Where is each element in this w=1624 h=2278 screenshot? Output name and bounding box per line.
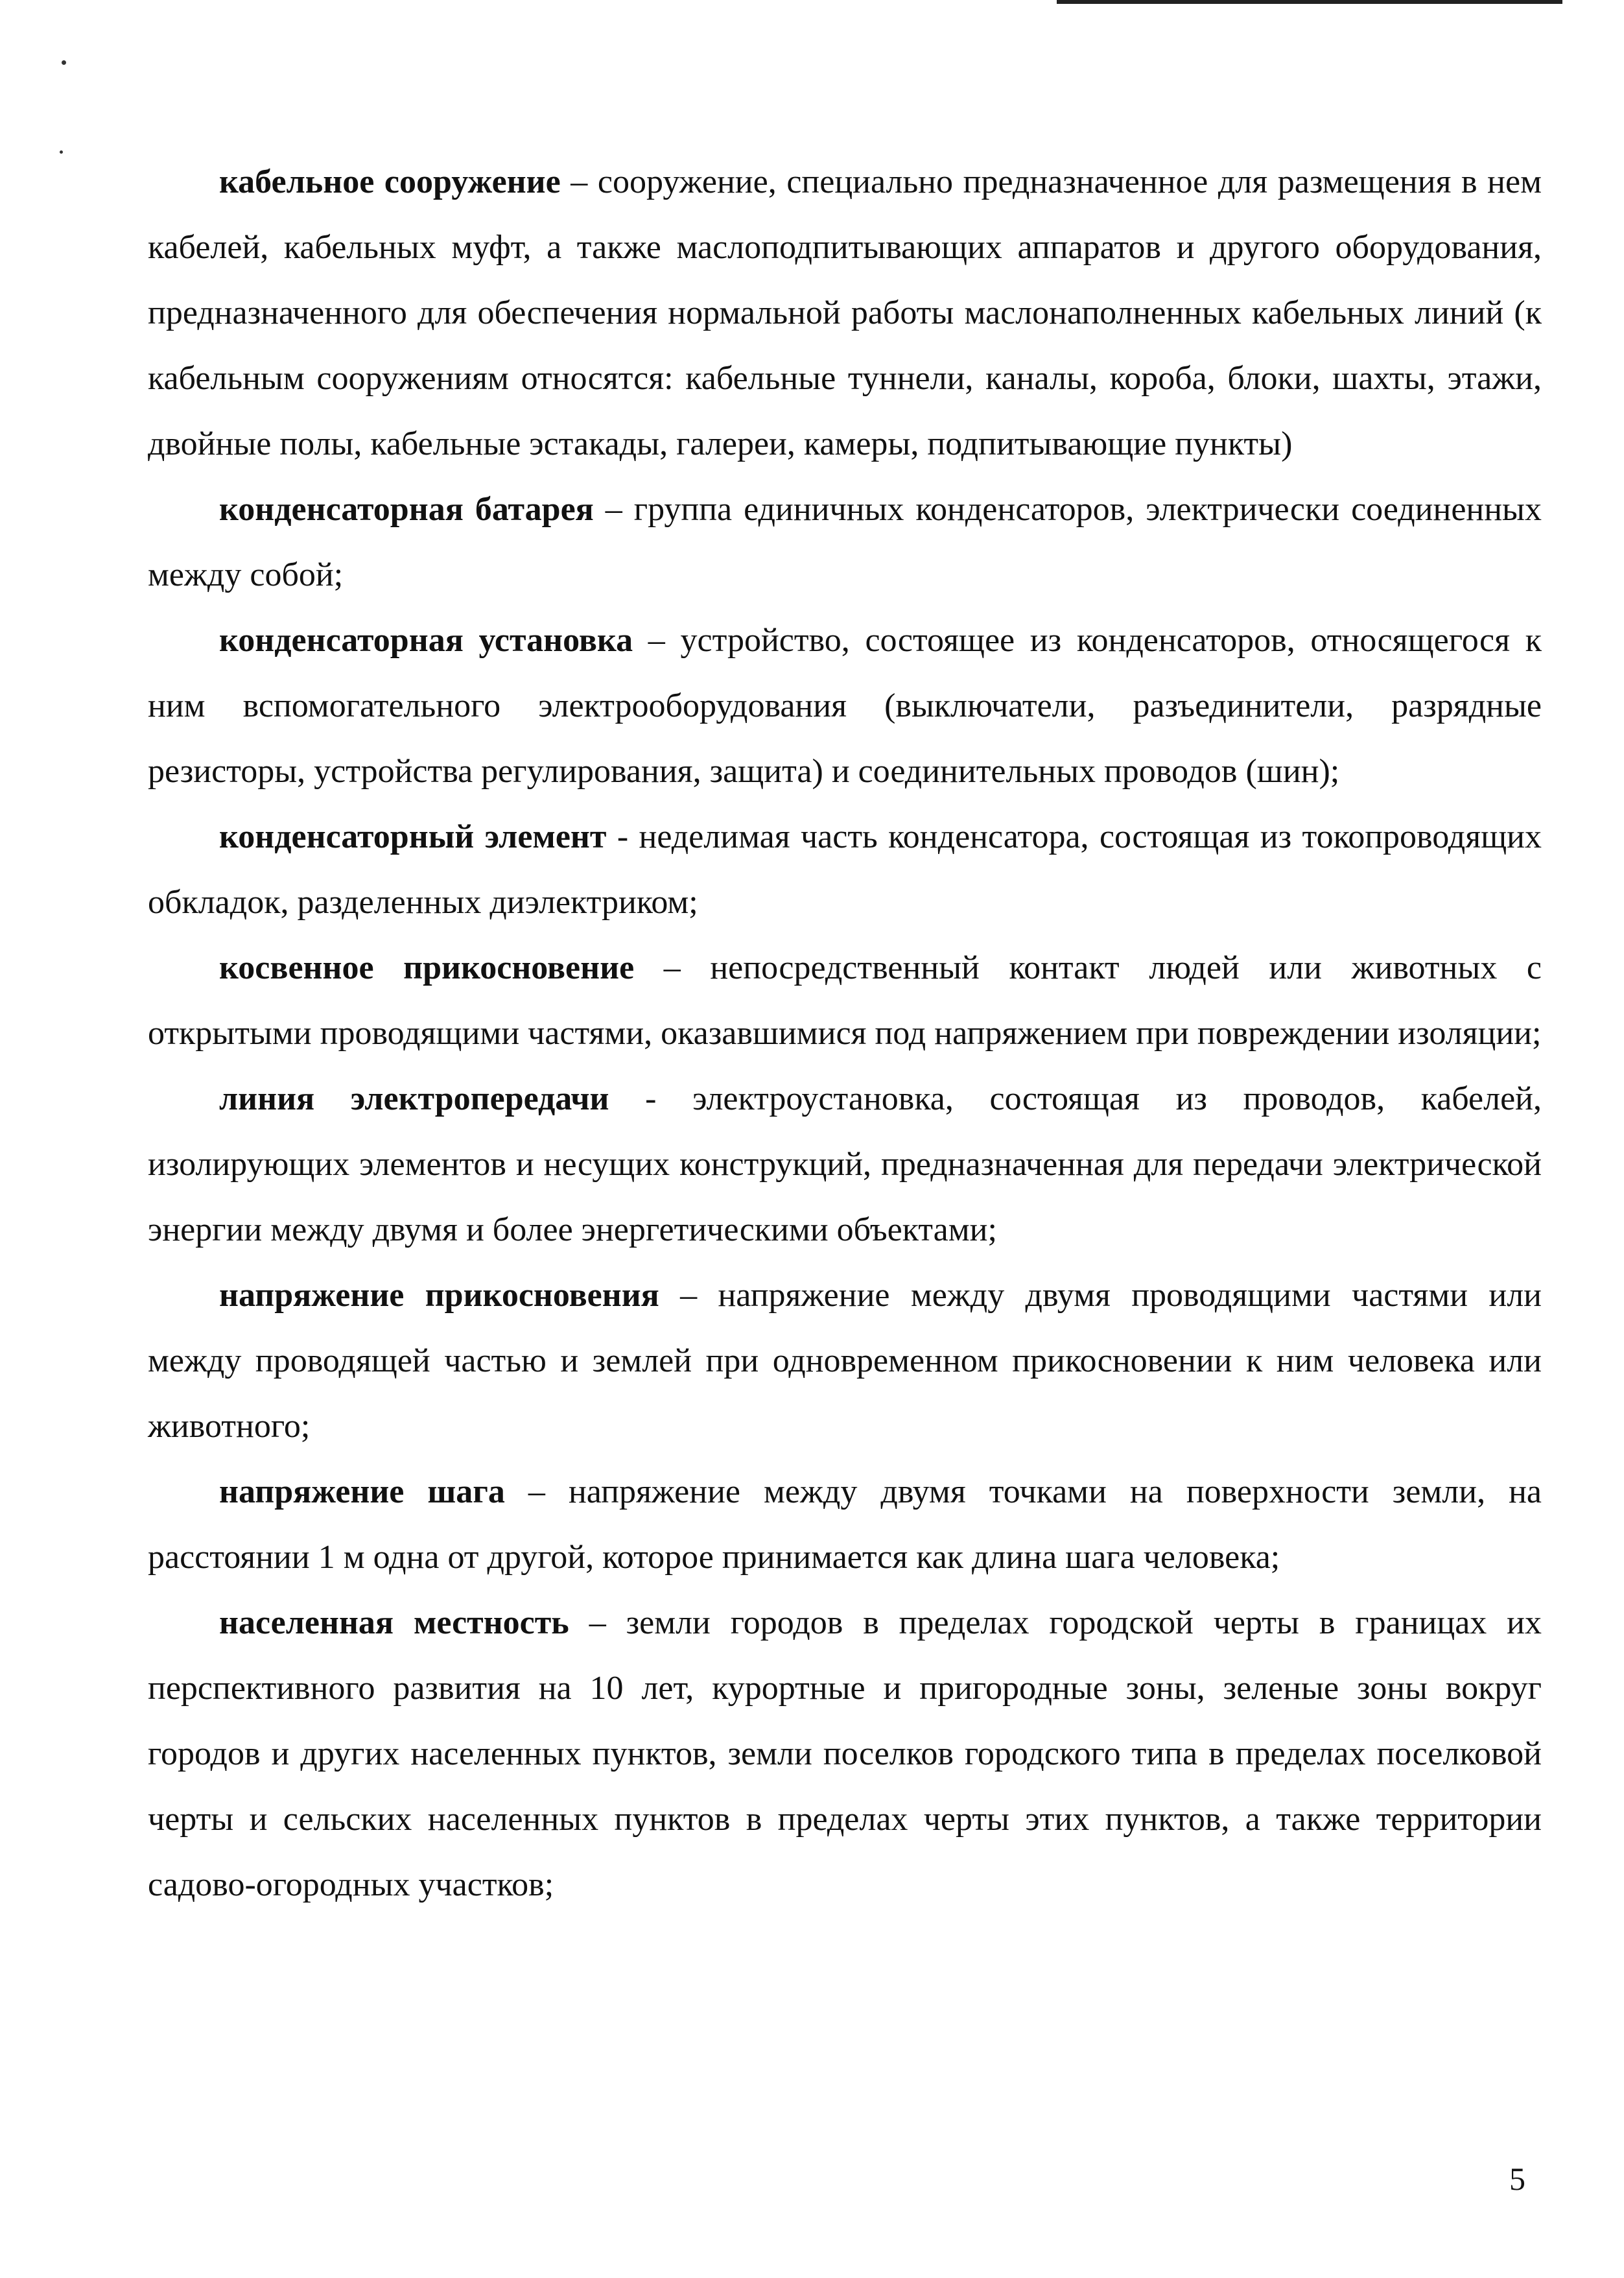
term: конденсаторная батарея bbox=[219, 491, 594, 528]
term: конденсаторная установка bbox=[219, 622, 633, 659]
definition-text: - неделимая часть конденсатора, состоящая из токопроводящих обкладок, разделенных диэлектриком; bbox=[148, 818, 1542, 921]
definition-text: – устройство, состоящее из конденсаторов, относящегося к ним вспомогательного электрооборудования (выключатели, разъединители, разрядные резисторы, устройства регулирования, защита) и соединительных проводов (шин); bbox=[148, 622, 1542, 790]
definition-text: – земли городов в пределах городской черты в границах их перспективного развития на 10 лет, курортные и пригородные зоны, зеленые зоны вокруг городов и других населенных пунктов, земли поселков городского типа в пределах поселковой черты и сельских населенных пунктов в пределах черты этих пунктов, а также территории садово-огородных участков; bbox=[148, 1604, 1542, 1903]
term: конденсаторный элемент bbox=[219, 818, 607, 855]
definition-entry bbox=[148, 804, 1542, 935]
scan-speck bbox=[62, 60, 66, 65]
definition-entry bbox=[148, 935, 1542, 1066]
term: кабельное сооружение bbox=[219, 163, 561, 200]
definition-text: – непосредственный контакт людей или животных с открытыми проводящими частями, оказавшимися под напряжением при повреждении изоляции; bbox=[148, 949, 1542, 1052]
definition-entry bbox=[148, 477, 1542, 608]
definition-entry bbox=[148, 1459, 1542, 1590]
term: напряжение шага bbox=[219, 1473, 505, 1510]
document-body bbox=[148, 149, 1542, 1917]
definition-entry bbox=[148, 149, 1542, 477]
term: косвенное прикосновение bbox=[219, 949, 635, 986]
top-edge-rule bbox=[1057, 0, 1562, 4]
definition-text: – напряжение между двумя проводящими частями или между проводящей частью и землей при одновременном прикосновении к ним человека или животного; bbox=[148, 1277, 1542, 1445]
definition-entry bbox=[148, 1263, 1542, 1459]
definition-text: – напряжение между двумя точками на поверхности земли, на расстоянии 1 м одна от другой, которое принимается как длина шага человека; bbox=[148, 1473, 1542, 1576]
definition-entry bbox=[148, 608, 1542, 804]
definition-entry bbox=[148, 1066, 1542, 1263]
scan-speck bbox=[60, 150, 63, 154]
definition-entry bbox=[148, 1590, 1542, 1917]
page-number: 5 bbox=[1509, 2161, 1525, 2197]
term: линия электропередачи bbox=[219, 1080, 609, 1117]
definition-text: – группа единичных конденсаторов, электрически соединенных между собой; bbox=[148, 491, 1542, 593]
definition-text: – сооружение, специально предназначенное для размещения в нем кабелей, кабельных муфт, а также маслоподпитывающих аппаратов и другого оборудования, предназначенного для обеспечения нормальной работы маслонаполненных кабельных линий (к кабельным сооружениям относятся: кабельные туннели, каналы, короба, блоки, шахты, этажи, двойные полы, кабельные эстакады, галереи, камеры, подпитывающие пункты) bbox=[148, 163, 1542, 462]
term: населенная местность bbox=[219, 1604, 569, 1641]
term: напряжение прикосновения bbox=[219, 1277, 659, 1314]
definition-text: - электроустановка, состоящая из проводов, кабелей, изолирующих элементов и несущих конструкций, предназначенная для передачи электрической энергии между двумя и более энергетическими объектами; bbox=[148, 1080, 1542, 1248]
